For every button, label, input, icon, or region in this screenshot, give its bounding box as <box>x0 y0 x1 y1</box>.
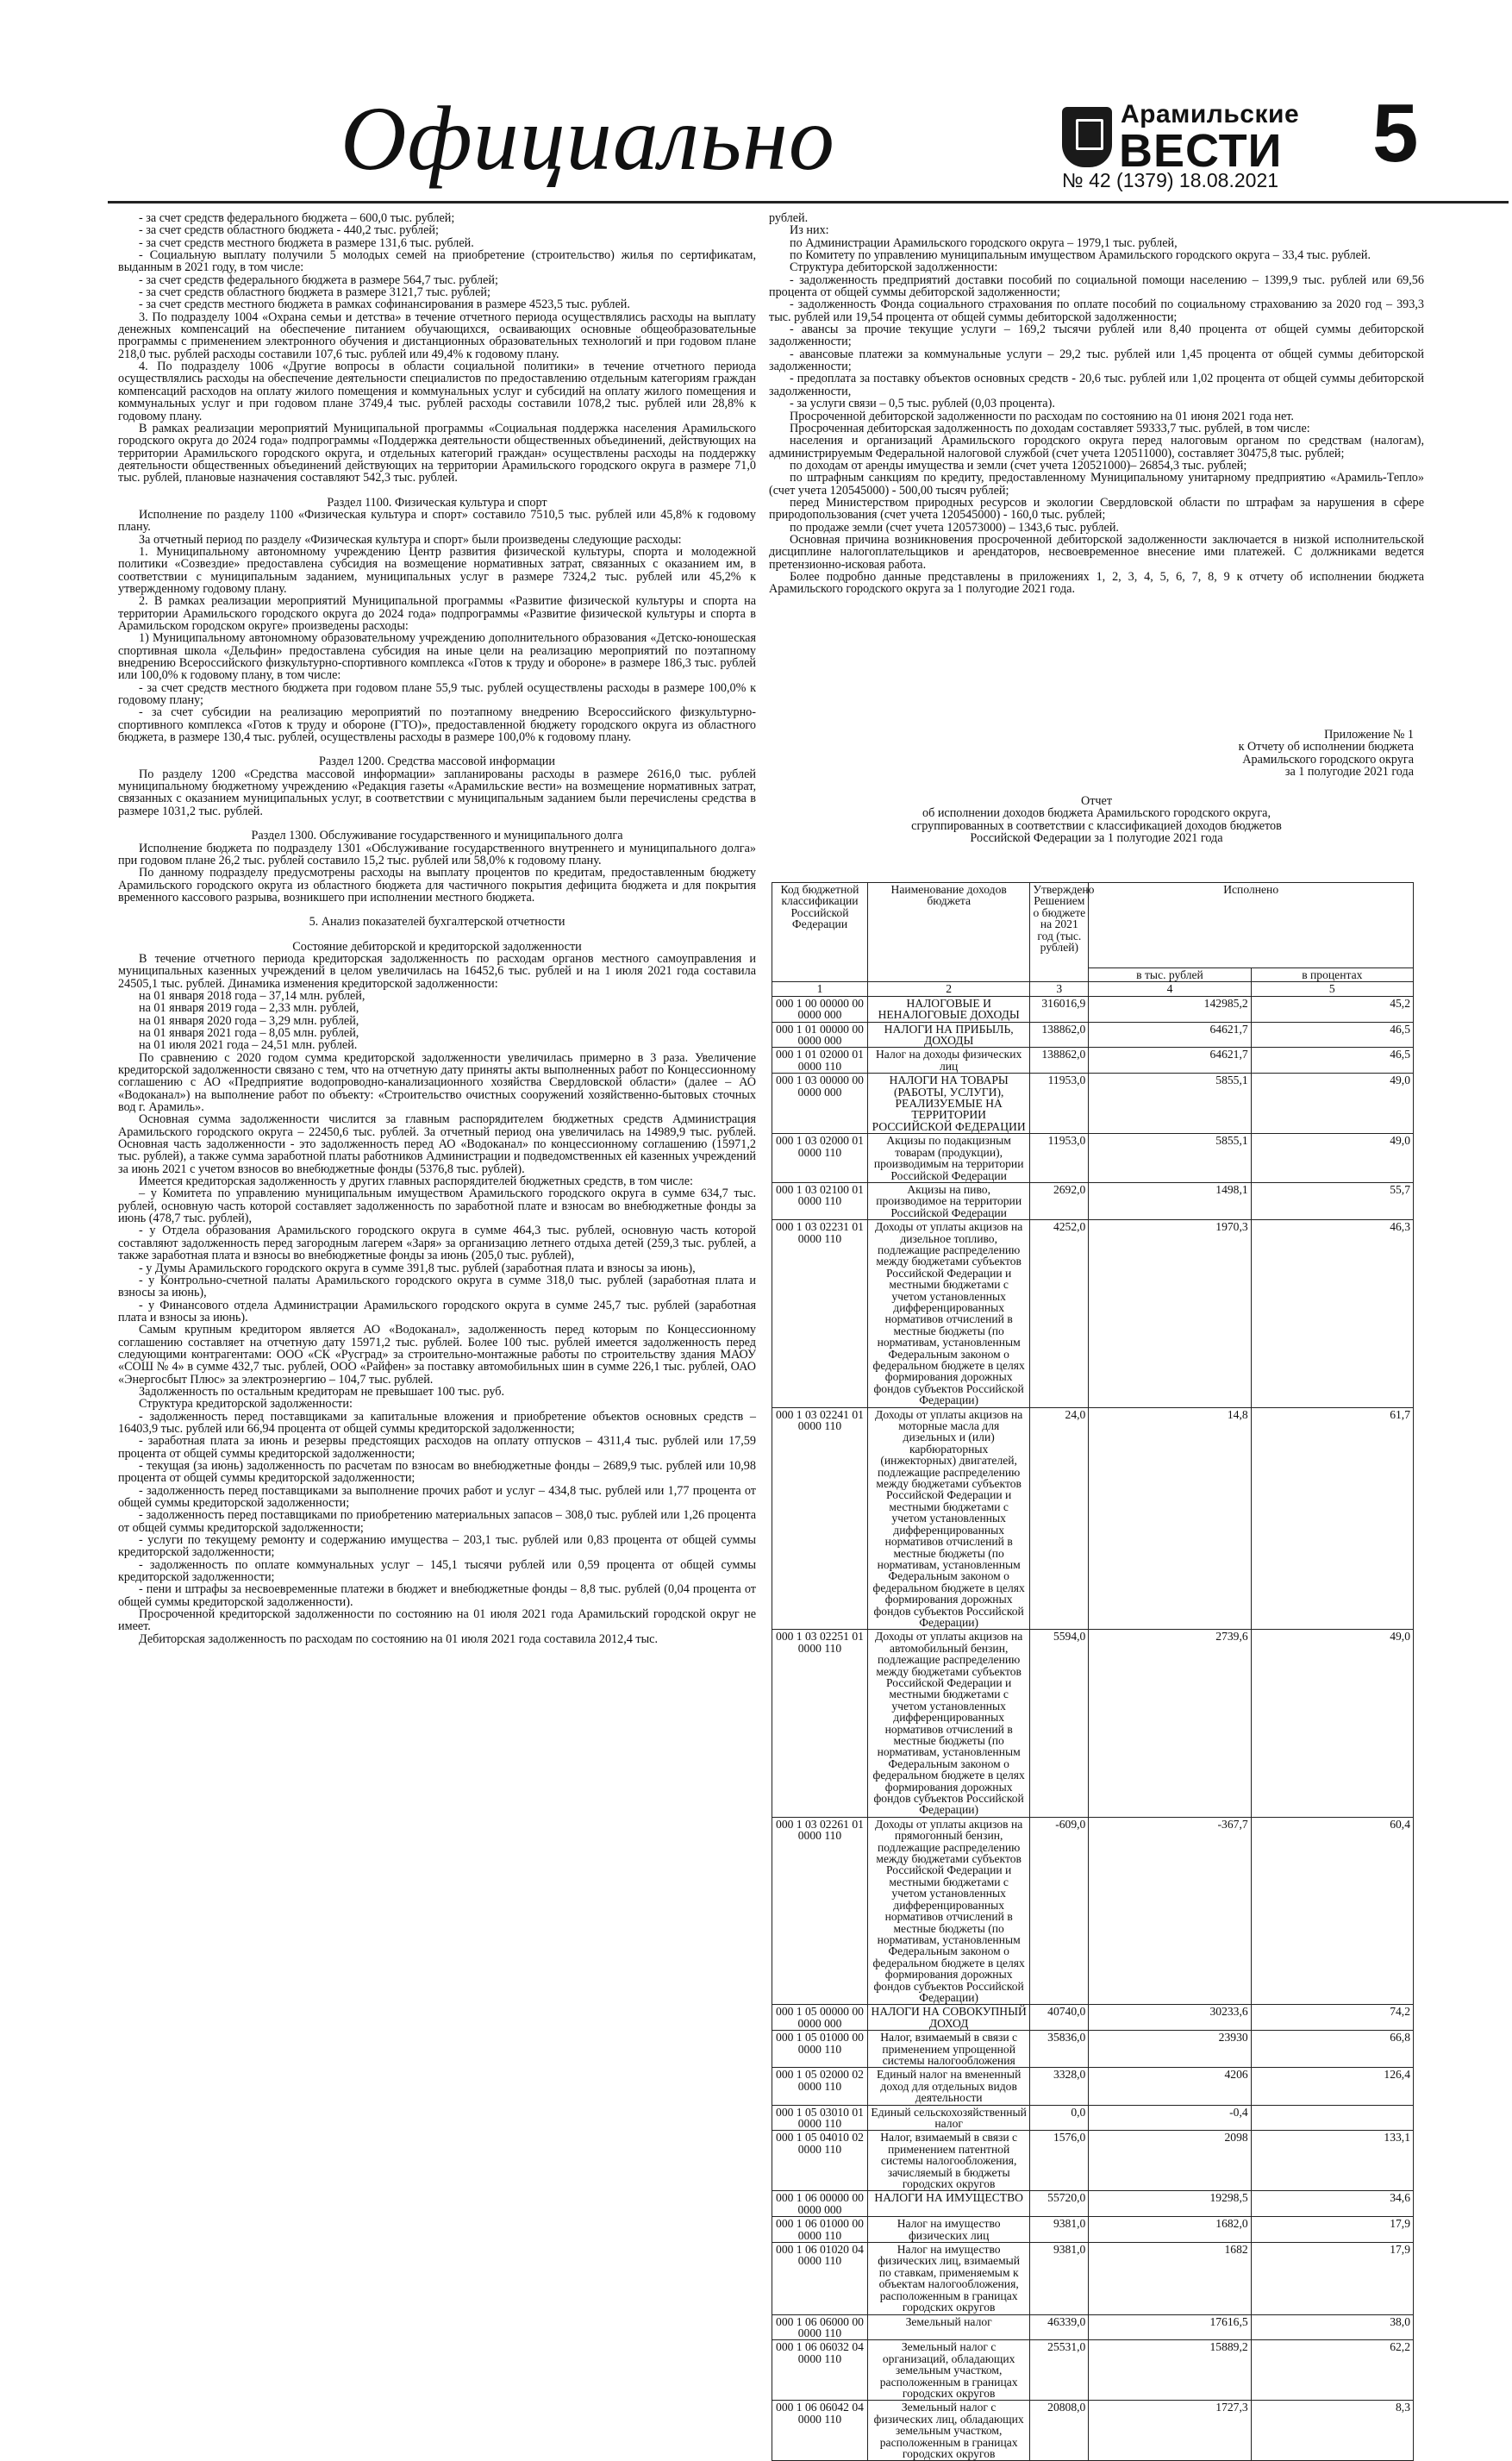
paragraph: по Администрации Арамильского городского округа – 1979,1 тыс. рублей, <box>790 235 1178 250</box>
paragraph: по продаже земли (счет учета 120573000) – 1343,6 тыс. рублей. <box>790 520 1119 535</box>
cell-approved: 9381,0 <box>1030 2243 1089 2314</box>
cell-percent: 8,3 <box>1251 2401 1413 2461</box>
cell-percent: 126,4 <box>1251 2068 1413 2105</box>
cell-name: НАЛОГИ НА ИМУЩЕСТВО <box>868 2191 1030 2217</box>
table-row <box>772 2068 1414 2105</box>
paragraph: Исполнение по разделу 1100 «Физическая культура и спорт» составило 7510,5 тыс. рублей или 45,8% к годовому плану. <box>118 507 756 535</box>
cell-name: Доходы от уплаты акцизов на моторные масла для дизельных и (или) карбюраторных (инжекторных) двигателей, подлежащие распределению между бюджетами субъектов Российской Федерации и местными бюджетами с учетом установленных дифференцированных нормативов отчислений в местные бюджеты (по нормативам, установленным Федеральным законом о федеральном бюджете в целях формирования дорожных фондов субъектов Российской Федерации) <box>868 1407 1030 1630</box>
paragraph: Просроченной кредиторской задолженности по состоянию на 01 июля 2021 года Арамильский городской округ не имеет. <box>118 1607 756 1634</box>
table-row <box>772 1074 1414 1134</box>
right-column <box>769 212 1424 596</box>
paragraph: - Социальную выплату получили 5 молодых семей на приобретение (строительство) жилья по сертификатам, выданным в 2021 году, в том числе: <box>118 248 756 275</box>
cell-code: 000 1 03 02251 01 0000 110 <box>772 1630 868 1818</box>
table-row <box>772 2314 1414 2340</box>
cell-code: 000 1 06 01000 00 0000 110 <box>772 2217 868 2243</box>
table-row <box>772 1220 1414 1408</box>
paragraph: Просроченной дебиторской задолженности по расходам по состоянию на 01 июня 2021 года нет. <box>790 409 1294 423</box>
paragraph: - за счет средств федерального бюджета – 600,0 тыс. рублей; <box>139 211 455 225</box>
cell-executed: 4206 <box>1089 2068 1251 2105</box>
page-header <box>0 0 1512 216</box>
report-title-line: об исполнении доходов бюджета Арамильского городского округа, <box>922 806 1271 821</box>
cell-approved: -609,0 <box>1030 1817 1089 2005</box>
table-row <box>772 2340 1414 2401</box>
paragraph: - у Контрольно-счетной палаты Арамильского городского округа в сумме 318,0 тыс. рублей (заработная плата и взносы за июнь), <box>118 1273 756 1300</box>
cell-code: 000 1 03 02000 01 0000 110 <box>772 1134 868 1183</box>
cell-name: Земельный налог <box>868 2314 1030 2340</box>
col-num-2: 2 <box>868 982 1030 996</box>
newspaper-logo <box>1062 100 1300 179</box>
paragraph: - предоплата за поставку объектов основных средств - 20,6 тыс. рублей или 1,02 процента от общей суммы дебиторской задолженности, <box>769 372 1424 398</box>
cell-code: 000 1 06 06042 04 0000 110 <box>772 2401 868 2461</box>
cell-percent: 74,2 <box>1251 2005 1413 2031</box>
paragraph: - текущая (за июнь) задолженность по расчетам по взносам во внебюджетные фонды – 2689,9 тыс. рублей или 10,98 процента от общей суммы кредиторской задолженности; <box>118 1459 756 1486</box>
paragraph: - задолженность перед поставщиками за выполнение прочих работ и услуг – 434,8 тыс. рублей или 1,77 процента от общей суммы кредиторской задолженности; <box>118 1483 756 1511</box>
cell-name: НАЛОГОВЫЕ И НЕНАЛОГОВЫЕ ДОХОДЫ <box>868 996 1030 1022</box>
cell-percent: 46,5 <box>1251 1022 1413 1048</box>
appendix-note <box>1086 729 1414 778</box>
table-row <box>772 2005 1414 2031</box>
cell-approved: 2692,0 <box>1030 1182 1089 1219</box>
paragraph: В течение отчетного периода кредиторская задолженность по расходам органов местного самоуправления и муниципальных казенных учреждений в целом увеличилась на 16452,6 тыс. рублей и на 1 июля 2021 года составила 24505,1 тыс. рублей. Динамика изменения кредиторской задолженности: <box>118 951 756 991</box>
paragraph: - за счет субсидии на реализацию мероприятий по поэтапному внедрению Всероссийского физкультурно-спортивного комплекса «Готов к труду и обороне (ГТО)», предоставленной бюджету городского округа из областного бюджета, в размере 130,4 тыс. рублей, осуществлены расходы в размере 100,0% к годовому плану. <box>118 705 756 745</box>
table-row <box>772 1134 1414 1183</box>
paragraph: По данному подразделу предусмотрены расходы на выплату процентов по кредитам, предоставленным бюджету Арамильского городского округа из областного бюджета для частичного покрытия дефицита бюджета и для покрытия временного кассового разрыва, возникшего при исполнении местного бюджета. <box>118 866 756 905</box>
appendix-line: к Отчету об исполнении бюджета <box>1238 740 1414 755</box>
cell-name: Доходы от уплаты акцизов на прямогонный бензин, подлежащие распределению между бюджетами субъектов Российской Федерации и местными бюджетами с учетом установленных дифференцированных нормативов отчислений в местные бюджеты (по нормативам, установленным Федеральным законом о федеральном бюджете в целях формирования дорожных фондов субъектов Российской Федерации) <box>868 1817 1030 2005</box>
cell-name: Доходы от уплаты акцизов на автомобильный бензин, подлежащие распределению между бюджетами субъектов Российской Федерации и местными бюджетами с учетом установленных дифференцированных нормативов отчислений в местные бюджеты (по нормативам, установленным Федеральным законом о федеральном бюджете в целях формирования дорожных фондов субъектов Российской Федерации) <box>868 1630 1030 1818</box>
cell-name: Единый налог на вмененный доход для отдельных видов деятельности <box>868 2068 1030 2105</box>
cell-name: НАЛОГИ НА СОВОКУПНЫЙ ДОХОД <box>868 2005 1030 2031</box>
cell-approved: 138862,0 <box>1030 1048 1089 1074</box>
paragraph-gap <box>118 743 756 755</box>
cell-percent: 46,5 <box>1251 1048 1413 1074</box>
cell-approved: 20808,0 <box>1030 2401 1089 2461</box>
table-row <box>772 1407 1414 1630</box>
paragraph: - у Отдела образования Арамильского городского округа в сумме 464,3 тыс. рублей, основную часть которой составляют задолженность перед загородным лагерем «Заря» за организацию летнего отдыха детей (259,3 тыс. рублей, а также заработная плата и взносы во внебюджетные фонды за июнь (205,0 тыс. рублей), <box>118 1224 756 1263</box>
paragraph: Дебиторская задолженность по расходам по состоянию на 01 июля 2021 года составила 2012,4 тыс. <box>139 1631 659 1646</box>
paragraph: по штрафным санкциям по кредиту, предоставленному Муниципальному унитарному предприятию «Арамиль-Тепло» (счет учета 120545000) - 500,00 тысяч рублей; <box>769 471 1424 498</box>
paragraph: на 01 июля 2021 года – 24,51 млн. рублей. <box>139 1038 358 1053</box>
cell-code: 000 1 03 02231 01 0000 110 <box>772 1220 868 1408</box>
paragraph: - за счет средств местного бюджета в размере 131,6 тыс. рублей. <box>139 235 474 250</box>
table-row <box>772 2243 1414 2314</box>
cell-code: 000 1 01 02000 01 0000 110 <box>772 1048 868 1074</box>
cell-percent: 66,8 <box>1251 2031 1413 2068</box>
paragraph: 1. Муниципальному автономному учреждению Центр развития физической культуры, спорта и молодежной политики «Созвездие» предоставлена субсидия на возмещение нормативных затрат, связанных с оказанием им, в соответствии с муниципальным заданием, муниципальных услуг в размере 7324,2 тыс. рублей или 45,2% к утвержденному годовому плану. <box>118 544 756 596</box>
table-row <box>772 2131 1414 2191</box>
paragraph: - задолженность предприятий доставки пособий по социальной помощи населению – 1399,9 тыс. рублей или 69,56 процента от общей суммы дебиторской задолженности; <box>769 272 1424 300</box>
cell-executed: 23930 <box>1089 2031 1251 2068</box>
paragraph: Структура кредиторской задолженности: <box>139 1397 353 1412</box>
paragraph: - за счет средств местного бюджета в рамках софинансирования в размере 4523,5 тыс. рублей. <box>139 297 630 312</box>
paragraph: По разделу 1200 «Средства массовой информации» запланированы расходы в размере 2616,0 тыс. рублей муниципальному бюджетному учреждению «Редакция газеты «Арамильские вести» на возмещение нормативных затрат, связанных с оказанием муниципальных услуг, в соответствии с муниципальным заданием были перечислены средства в размере 1031,2 тыс. рублей. <box>118 767 756 818</box>
table-row <box>772 2217 1414 2243</box>
table-header-row <box>772 883 1414 968</box>
section-heading: Состояние дебиторской и кредиторской задолженности <box>292 939 582 954</box>
cell-executed: 1970,3 <box>1089 1220 1251 1408</box>
cell-executed: 1682 <box>1089 2243 1251 2314</box>
table-row <box>772 2031 1414 2068</box>
col-num-1: 1 <box>772 982 868 996</box>
section-heading: Раздел 1100. Физическая культура и спорт <box>327 495 547 510</box>
cell-code: 000 1 03 02100 01 0000 110 <box>772 1182 868 1219</box>
coat-of-arms-icon <box>1062 107 1112 167</box>
logo-line-1: Арамильские <box>1121 100 1300 128</box>
cell-name: Налог на имущество физических лиц <box>868 2217 1030 2243</box>
cell-code: 000 1 06 06000 00 0000 110 <box>772 2314 868 2340</box>
cell-approved: 46339,0 <box>1030 2314 1089 2340</box>
paragraph: - задолженность перед поставщиками за капитальные вложения и приобретение объектов основных средств – 16403,9 тыс. рублей или 66,94 процента от общей суммы кредиторской задолженности; <box>118 1409 756 1436</box>
paragraph: Более подробно данные представлены в приложениях 1, 2, 3, 4, 5, 6, 7, 8, 9 к отчету об исполнении бюджета Арамильского городского округа за 1 полугодие 2021 года. <box>769 569 1424 597</box>
cell-name: Земельный налог с организаций, обладающих земельным участком, расположенным в границах городских округов <box>868 2340 1030 2401</box>
section-title: Официально <box>341 88 835 189</box>
paragraph-gap <box>118 817 756 830</box>
cell-code: 000 1 06 01020 04 0000 110 <box>772 2243 868 2314</box>
col-header-code: Код бюджетной классификации Российской Федерации <box>772 883 868 982</box>
col-num-4: 4 <box>1089 982 1251 996</box>
cell-approved: 25531,0 <box>1030 2340 1089 2401</box>
paragraph: - заработная плата за июнь и резервы предстоящих расходов на оплату отпусков – 4311,4 тыс. рублей или 17,59 процента от общей суммы кредиторской задолженности; <box>118 1434 756 1461</box>
paragraph: Основная сумма задолженности числится за главным распорядителем бюджетных средств Администрация Арамильского городского округа – 22450,6 тыс. рублей. За отчетный период она увеличилась на 14989,9 тыс. рублей. Основная часть задолженности - это задолженность перед АО «Водоканал» по концессионному соглашению (15971,2 тыс. рублей), а также сумма заработной платы работников Администрации и подведомственных ей казенных учреждений за июнь 2021 с учетом взносов во внебюджетные фонды (5376,8 тыс. рублей). <box>118 1112 756 1176</box>
cell-executed: 30233,6 <box>1089 2005 1251 2031</box>
appendix-line: Приложение № 1 <box>1324 728 1414 742</box>
col-header-executed: Исполнено <box>1089 883 1414 968</box>
cell-percent: 49,0 <box>1251 1630 1413 1818</box>
section-heading: 5. Анализ показателей бухгалтерской отчетности <box>309 915 565 930</box>
paragraph: - у Финансового отдела Администрации Арамильского городского округа в сумме 245,7 тыс. рублей (заработная плата и взносы за июнь). <box>118 1298 756 1324</box>
cell-percent: 38,0 <box>1251 2314 1413 2340</box>
header-rule <box>108 201 1509 204</box>
cell-name: Налог, взимаемый в связи с применением упрощенной системы налогообложения <box>868 2031 1030 2068</box>
col-num-3: 3 <box>1030 982 1089 996</box>
cell-code: 000 1 05 01000 00 0000 110 <box>772 2031 868 2068</box>
cell-executed: 15889,2 <box>1089 2340 1251 2401</box>
cell-percent: 17,9 <box>1251 2217 1413 2243</box>
paragraph: Самым крупным кредитором является АО «Водоканал», задолженность перед которым по Концессионному соглашению составляет на отчетную дату 15971,2 тыс. рублей. Более 100 тыс. рублей имеется задолженность перед следующими контрагентами: ООО «СК «Русград» за строительно-монтажные работы по строительству здания МАОУ «СОШ № 4» в сумме 432,7 тыс. рублей, ООО «Райфен» за поставку автомобильных шин в сумме 226,1 тыс. рублей, ОАО «Энергосбыт Плюс» за электроэнергию – 104,7 тыс. рублей. <box>118 1323 756 1387</box>
cell-name: Акцизы по подакцизным товарам (продукции), производимым на территории Российской Федерации <box>868 1134 1030 1183</box>
paragraph: - у Думы Арамильского городского округа в сумме 391,8 тыс. рублей (заработная плата и взносы за июнь), <box>139 1261 696 1275</box>
cell-code: 000 1 00 00000 00 0000 000 <box>772 996 868 1022</box>
cell-approved: 9381,0 <box>1030 2217 1089 2243</box>
paragraph: - авансы за прочие текущие услуги – 169,2 тысячи рублей или 8,40 процента от общей суммы дебиторской задолженности; <box>769 322 1424 349</box>
paragraph: - за счет средств местного бюджета при годовом плане 55,9 тыс. рублей осуществлены расходы в размере 100,0% к годовому плану; <box>118 680 756 708</box>
paragraph-gap <box>118 929 756 941</box>
paragraph: - задолженность по оплате коммунальных услуг – 145,1 тысячи рублей или 0,59 процента от общей суммы кредиторской задолженности; <box>118 1557 756 1585</box>
left-column <box>118 212 756 1645</box>
cell-executed: 17616,5 <box>1089 2314 1251 2340</box>
col-num-5: 5 <box>1251 982 1413 996</box>
cell-percent: 55,7 <box>1251 1182 1413 1219</box>
cell-approved: 316016,9 <box>1030 996 1089 1022</box>
cell-percent: 62,2 <box>1251 2340 1413 2401</box>
paragraph: - авансовые платежи за коммунальные услуги – 29,2 тыс. рублей или 1,45 процента от общей суммы дебиторской задолженности; <box>769 347 1424 374</box>
cell-code: 000 1 05 00000 00 0000 000 <box>772 2005 868 2031</box>
cell-name: Налог на имущество физических лиц, взимаемый по ставкам, применяемым к объектам налогообложения, расположенным в границах городских округов <box>868 2243 1030 2314</box>
cell-name: НАЛОГИ НА ТОВАРЫ (РАБОТЫ, УСЛУГИ), РЕАЛИЗУЕМЫЕ НА ТЕРРИТОРИИ РОССИЙСКОЙ ФЕДЕРАЦИИ <box>868 1074 1030 1134</box>
table-row <box>772 1048 1414 1074</box>
cell-executed: 142985,2 <box>1089 996 1251 1022</box>
cell-percent: 45,2 <box>1251 996 1413 1022</box>
paragraph: населения и организаций Арамильского городского округа перед налоговым органом по средствам (налогам), администрируемым Федеральной налоговой службой (счет учета 120511000), составляет 30475,8 тыс. рублей; <box>769 434 1424 460</box>
cell-percent: 46,3 <box>1251 1220 1413 1408</box>
report-title <box>769 795 1424 844</box>
cell-executed: 64621,7 <box>1089 1022 1251 1048</box>
table-row <box>772 1817 1414 2005</box>
paragraph: 1) Муниципальному автономному образовательному учреждению дополнительного образования «Детско-юношеская спортивная школа «Дельфин» предоставлена субсидия на иные цели на реализацию мероприятий по поэтапному внедрению Всероссийского физкультурно-спортивного комплекса «Готов к труду и обороне» в размере 186,3 тыс. рублей или 100,0% к годовому плану, в том числе: <box>118 631 756 683</box>
cell-code: 000 1 05 04010 02 0000 110 <box>772 2131 868 2191</box>
cell-code: 000 1 06 06032 04 0000 110 <box>772 2340 868 2401</box>
paragraph: на 01 января 2018 года – 37,14 млн. рублей, <box>139 988 366 1003</box>
report-title-line: Российской Федерации за 1 полугодие 2021 года <box>970 831 1223 846</box>
cell-percent <box>1251 2105 1413 2131</box>
logo-line-2: ВЕСТИ <box>1119 125 1283 177</box>
cell-executed: -367,7 <box>1089 1817 1251 2005</box>
table-row <box>772 996 1414 1022</box>
paragraph: по Комитету по управлению муниципальным имуществом Арамильского городского округа – 33,4 тыс. рублей. <box>790 248 1371 263</box>
cell-code: 000 1 05 03010 01 0000 110 <box>772 2105 868 2131</box>
cell-approved: 1576,0 <box>1030 2131 1089 2191</box>
paragraph: За отчетный период по разделу «Физическая культура и спорт» были произведены следующие расходы: <box>139 532 682 547</box>
cell-code: 000 1 03 02261 01 0000 110 <box>772 1817 868 2005</box>
cell-executed: 14,8 <box>1089 1407 1251 1630</box>
table-row <box>772 2191 1414 2217</box>
paragraph: по доходам от аренды имущества и земли (счет учета 120521000)– 26854,3 тыс. рублей; <box>790 458 1247 473</box>
cell-name: Налог, взимаемый в связи с применением патентной системы налогообложения, зачисляемый в бюджеты городских округов <box>868 2131 1030 2191</box>
cell-code: 000 1 03 00000 00 0000 000 <box>772 1074 868 1134</box>
cell-name: Доходы от уплаты акцизов на дизельное топливо, подлежащие распределению между бюджетами субъектов Российской Федерации и местными бюджетами с учетом установленных дифференцированных нормативов отчислений в местные бюджеты (по нормативам, установленным Федеральным законом о федеральном бюджете в целях формирования дорожных фондов субъектов Российской Федерации) <box>868 1220 1030 1408</box>
cell-executed: 1727,3 <box>1089 2401 1251 2461</box>
section-heading: Раздел 1300. Обслуживание государственного и муниципального долга <box>251 829 623 843</box>
cell-percent: 133,1 <box>1251 2131 1413 2191</box>
col-header-name: Наименование доходов бюджета <box>868 883 1030 982</box>
paragraph: - услуги по текущему ремонту и содержанию имущества – 203,1 тыс. рублей или 0,83 процента от общей суммы кредиторской задолженности; <box>118 1533 756 1560</box>
paragraph: - задолженность перед поставщиками по приобретению материальных запасов – 308,0 тыс. рублей или 1,26 процента от общей суммы кредиторской задолженности; <box>118 1508 756 1535</box>
paragraph: на 01 января 2019 года – 2,33 млн. рублей, <box>139 1001 359 1016</box>
paragraph: - за счет средств областного бюджета - 440,2 тыс. рублей; <box>139 223 439 238</box>
cell-approved: 11953,0 <box>1030 1134 1089 1183</box>
paragraph: – у Комитета по управлению муниципальным имуществом Арамильского городского округа в сумме 634,7 тыс. рублей, основную часть которой составляет задолженность по заработной плате и взносам во внебюджетные фонды за июнь (478,7 тыс. рублей), <box>118 1187 756 1226</box>
cell-executed: 5855,1 <box>1089 1074 1251 1134</box>
table-row <box>772 2401 1414 2461</box>
report-title-line: сгруппированных в соответствии с классификацией доходов бюджетов <box>911 818 1282 833</box>
page-number: 5 <box>1372 87 1419 179</box>
revenue-report-table <box>772 882 1414 2461</box>
cell-code: 000 1 06 00000 00 0000 000 <box>772 2191 868 2217</box>
paragraph: - за счет средств областного бюджета в размере 3121,7 тыс. рублей; <box>139 285 490 300</box>
paragraph: 4. По подразделу 1006 «Другие вопросы в области социальной политики» в течение отчетного периода осуществлялись расходы на обеспечение деятельности специалистов по предоставлению отдельным категориям граждан компенсаций расходов на оплату жилого помещения и коммунальных услуг и субсидий на оплату жилого помещения и коммунальных услуг и при годовом плане 3749,4 тыс. рублей расходы составили 1078,2 тыс. рублей или 28,8% к годовому плану. <box>118 360 756 423</box>
paragraph: Исполнение бюджета по подразделу 1301 «Обслуживание государственного внутреннего и муниципального долга» при годовом плане 26,2 тыс. рублей составило 15,2 тыс. рублей или 58,0% к годовому плану. <box>118 841 756 867</box>
cell-code: 000 1 05 02000 02 0000 110 <box>772 2068 868 2105</box>
cell-executed: 2098 <box>1089 2131 1251 2191</box>
cell-percent: 34,6 <box>1251 2191 1413 2217</box>
paragraph: на 01 января 2021 года – 8,05 млн. рублей, <box>139 1025 359 1040</box>
paragraph: рублей. <box>769 211 809 225</box>
table-row <box>772 1022 1414 1048</box>
issue-number: № 42 (1379) 18.08.2021 <box>1062 169 1279 191</box>
appendix-line: за 1 полугодие 2021 года <box>1284 765 1414 780</box>
col-header-exec-percent: в процентах <box>1251 968 1413 982</box>
cell-percent: 17,9 <box>1251 2243 1413 2314</box>
cell-approved: 138862,0 <box>1030 1022 1089 1048</box>
appendix-line: Арамильского городского округа <box>1242 752 1414 767</box>
paragraph-gap <box>118 485 756 497</box>
cell-approved: 55720,0 <box>1030 2191 1089 2217</box>
cell-approved: 24,0 <box>1030 1407 1089 1630</box>
cell-executed: 2739,6 <box>1089 1630 1251 1818</box>
cell-approved: 3328,0 <box>1030 2068 1089 2105</box>
cell-percent: 49,0 <box>1251 1134 1413 1183</box>
cell-percent: 49,0 <box>1251 1074 1413 1134</box>
paragraph: Основная причина возникновения просроченной дебиторской задолженности заключается в низкой исполнительской дисциплине налогоплательщиков и арендаторов, несвоевременное внесение ими платежей. С должниками ведется претензионно-исковая работа. <box>769 532 1424 572</box>
cell-executed: 19298,5 <box>1089 2191 1251 2217</box>
cell-name: Акцизы на пиво, производимое на территории Российской Федерации <box>868 1182 1030 1219</box>
cell-executed: 64621,7 <box>1089 1048 1251 1074</box>
paragraph: По сравнению с 2020 годом сумма кредиторской задолженности увеличилась примерно в 3 раза. Увеличение кредиторской задолженности связано с тем, что на отчетную дату приняты акты выполненных работ по Концессионному соглашению с АО «Предприятие водопроводно-канализационного хозяйства Свердловской области» (далее – АО «Водоканал») на выполнение работ по объекту: «Строительство очистных сооружений хозяйственно-бытовых сточных вод г. Арамиль». <box>118 1050 756 1115</box>
cell-executed: 1682,0 <box>1089 2217 1251 2243</box>
paragraph: Структура дебиторской задолженности: <box>790 260 998 275</box>
cell-code: 000 1 01 00000 00 0000 000 <box>772 1022 868 1048</box>
paragraph: 2. В рамках реализации мероприятий Муниципальной программы «Развитие физической культуры и спорта на территории Арамильского городского округа до 2024 года» подпрограммы «Развитие физической культуры и спорта в Арамильском городском округе» произведены расходы: <box>118 594 756 633</box>
cell-name: Единый сельскохозяйственный налог <box>868 2105 1030 2131</box>
table-number-row <box>772 982 1414 996</box>
paragraph: - за счет средств федерального бюджета в размере 564,7 тыс. рублей; <box>139 272 498 287</box>
col-header-exec-thousand: в тыс. рублей <box>1089 968 1251 982</box>
col-header-approved: Утверждено Решением о бюджете на 2021 год (тыс. рублей) <box>1030 883 1089 982</box>
cell-name: Налог на доходы физических лиц <box>868 1048 1030 1074</box>
report-title-line: Отчет <box>1080 794 1113 808</box>
cell-executed: 1498,1 <box>1089 1182 1251 1219</box>
cell-executed: -0,4 <box>1089 2105 1251 2131</box>
cell-code: 000 1 03 02241 01 0000 110 <box>772 1407 868 1630</box>
section-heading: Раздел 1200. Средства массовой информации <box>319 755 555 769</box>
cell-approved: 11953,0 <box>1030 1074 1089 1134</box>
paragraph: перед Министерством природных ресурсов и экологии Свердловской области по штрафам за нарушения в сфере природопользования (счет учета 120545000) - 160,0 тыс. рублей; <box>769 495 1424 523</box>
paragraph: Задолженность по остальным кредиторам не превышает 100 тыс. руб. <box>139 1384 505 1399</box>
table-row <box>772 2105 1414 2131</box>
table-row <box>772 1182 1414 1219</box>
paragraph: Просроченная дебиторская задолженность по доходам составляет 59333,7 тыс. рублей, в том числе: <box>790 421 1310 435</box>
table-row <box>772 1630 1414 1818</box>
paragraph: на 01 января 2020 года – 3,29 млн. рублей, <box>139 1013 359 1028</box>
paragraph-gap <box>118 904 756 916</box>
cell-approved: 0,0 <box>1030 2105 1089 2131</box>
paragraph: Из них: <box>790 223 829 238</box>
paragraph: - пени и штрафы за несвоевременные платежи в бюджет и внебюджетные фонды – 8,8 тыс. рублей (0,04 процента от общей суммы кредиторской задолженности). <box>118 1582 756 1609</box>
paragraph: В рамках реализации мероприятий Муниципальной программы «Социальная поддержка населения Арамильского городского округа до 2024 года» подпрограммы «Поддержка деятельности общественных объединений, действующих на территории Арамильского городского округа, и отдельных категорий граждан» осуществлены расходы на поддержку деятельности общественных объединений действующих на территории Арамильского городского округа в размере 71,0 тыс. рублей, плановые назначения составляют 542,3 тыс. рублей. <box>118 421 756 485</box>
cell-percent: 61,7 <box>1251 1407 1413 1630</box>
cell-approved: 35836,0 <box>1030 2031 1089 2068</box>
cell-approved: 4252,0 <box>1030 1220 1089 1408</box>
cell-approved: 40740,0 <box>1030 2005 1089 2031</box>
paragraph: - за услуги связи – 0,5 тыс. рублей (0,03 процента). <box>790 397 1055 411</box>
paragraph: 3. По подразделу 1004 «Охрана семьи и детства» в течение отчетного периода осуществлялись расходы на выплату денежных компенсаций на обеспечение питанием обучающихся, осваивающих основные общеобразовательные программы с применением электронного обучения и дистанционных образовательных технологий и при годовом плане 218,0 тыс. рублей расходы составили 107,6 тыс. рублей или 49,4% к годовому плану. <box>118 310 756 361</box>
cell-name: Земельный налог с физических лиц, обладающих земельным участком, расположенным в границах городских округов <box>868 2401 1030 2461</box>
cell-approved: 5594,0 <box>1030 1630 1089 1818</box>
cell-name: НАЛОГИ НА ПРИБЫЛЬ, ДОХОДЫ <box>868 1022 1030 1048</box>
paragraph: - задолженность Фонда социального страхования по оплате пособий по социальному страхованию за 2020 год – 393,3 тыс. рублей или 19,54 процента от общей суммы дебиторской задолженности; <box>769 297 1424 324</box>
paragraph: Имеется кредиторская задолженность у других главных распорядителей бюджетных средств, в том числе: <box>139 1174 694 1189</box>
cell-percent: 60,4 <box>1251 1817 1413 2005</box>
cell-executed: 5855,1 <box>1089 1134 1251 1183</box>
